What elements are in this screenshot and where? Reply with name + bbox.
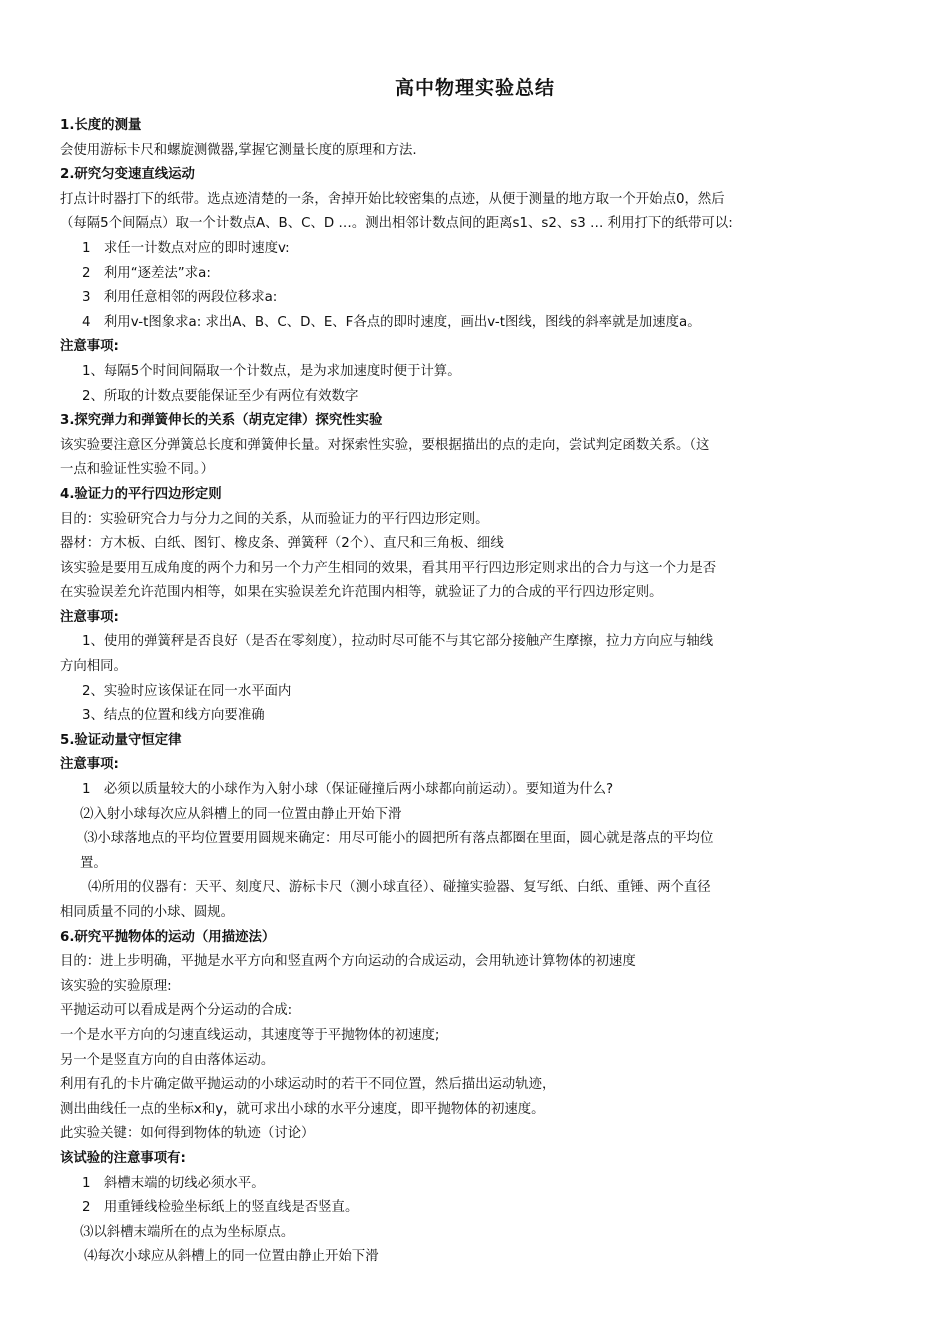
section-3-heading: 3.探究弹力和弹簧伸长的关系（胡克定律）探究性实验: [60, 413, 383, 429]
section-2-item: 4 利用v-t图象求a: 求出A、B、C、D、E、F各点的即时速度，画出v-t图线，图线的斜率就是加速度a。: [82, 314, 701, 330]
section-4-note-continuation: 方向相同。: [60, 659, 127, 675]
section-2-note: 2、所取的计数点要能保证至少有两位有效数字: [82, 388, 359, 404]
section-2-item: 1 求任一计数点对应的即时速度v:: [82, 240, 290, 256]
section-4-note: 3、结点的位置和线方向要准确: [82, 708, 265, 724]
section-1-text: 会使用游标卡尺和螺旋测微器,掌握它测量长度的原理和方法.: [60, 142, 417, 158]
section-6-note: ⑶以斜槽末端所在的点为坐标原点。: [80, 1224, 295, 1240]
section-2-heading: 2.研究匀变速直线运动: [60, 167, 195, 183]
section-5-note: ⑶小球落地点的平均位置要用圆规来确定：用尽可能小的圆把所有落点都圈在里面，圆心就是落点的平均位: [84, 831, 714, 847]
section-6-text-line: 平抛运动可以看成是两个分运动的合成:: [60, 1003, 293, 1019]
section-6-heading: 6.研究平抛物体的运动（用描迹法）: [60, 929, 276, 945]
section-6-text-line: 利用有孔的卡片确定做平抛运动的小球运动时的若干不同位置，然后描出运动轨迹，: [60, 1077, 556, 1093]
section-5-note-continuation: 相同质量不同的小球、圆规。: [60, 905, 235, 920]
section-2-notes-heading: 注意事项:: [60, 339, 119, 355]
section-2-paragraph-line: （每隔5个间隔点）取一个计数点A、B、C、D …。测出相邻计数点间的距离s1、s2、s3 … 利用打下的纸带可以:: [60, 216, 733, 232]
section-6-text-line: 目的：进上步明确，平抛是水平方向和竖直两个方向运动的合成运动，会用轨迹计算物体的初速度: [60, 954, 636, 970]
section-1-heading: 1.长度的测量: [60, 118, 142, 133]
section-6-text-line: 此实验关键：如何得到物体的轨迹（讨论）: [60, 1126, 315, 1142]
section-6-text-line: 一个是水平方向的匀速直线运动，其速度等于平抛物体的初速度;: [60, 1027, 440, 1043]
section-5-note: ⑵入射小球每次应从斜槽上的同一位置由静止开始下滑: [80, 806, 402, 822]
section-5-note: 1 必须以质量较大的小球作为入射小球（保证碰撞后两小球都向前运动）。要知道为什么?: [82, 782, 614, 798]
section-2-item: 2 利用“逐差法”求a:: [82, 265, 211, 281]
section-2-note: 1、每隔5个时间间隔取一个计数点，是为求加速度时便于计算。: [82, 363, 461, 379]
section-4-heading: 4.验证力的平行四边形定则: [60, 486, 222, 502]
section-5-heading: 5.验证动量守恒定律: [60, 732, 182, 748]
section-3-paragraph-line: 该实验要注意区分弹簧总长度和弹簧伸长量。对探索性实验，要根据描出的点的走向，尝试判定函数关系。（这: [60, 437, 710, 453]
section-2-paragraph-line: 打点计时器打下的纸带。选点迹清楚的一条，舍掉开始比较密集的点迹，从便于测量的地方取一个开始点0，然后: [60, 191, 725, 207]
section-4-notes-heading: 注意事项:: [60, 609, 119, 625]
section-5-notes-heading: 注意事项:: [60, 757, 119, 773]
section-6-text-line: 测出曲线任一点的坐标x和y，就可求出小球的水平分速度，即平抛物体的初速度。: [60, 1101, 545, 1117]
section-4-paragraph-line: 该实验是要用互成角度的两个力和另一个力产生相同的效果，看其用平行四边形定则求出的合力与这一个力是否: [60, 560, 717, 576]
section-4-equipment: 器材：方木板、白纸、图钉、橡皮条、弹簧秤（2个）、直尺和三角板、细线: [60, 536, 504, 552]
page-title: 高中物理实验总结: [394, 77, 555, 99]
section-6-text-line: 另一个是竖直方向的自由落体运动。: [60, 1052, 275, 1068]
section-3-paragraph-line: 一点和验证性实验不同。）: [60, 462, 214, 478]
section-4-note: 2、实验时应该保证在同一水平面内: [82, 683, 292, 699]
section-6-notes-heading: 该试验的注意事项有:: [60, 1150, 186, 1166]
section-6-note: ⑷每次小球应从斜槽上的同一位置由静止开始下滑: [84, 1249, 379, 1265]
document-body: [60, 114, 884, 1270]
section-5-note-continuation: 置。: [80, 855, 107, 871]
section-5-note: ⑷所用的仪器有：天平、刻度尺、游标卡尺（测小球直径）、碰撞实验器、复写纸、白纸、重锤、两个直径: [88, 880, 711, 896]
section-4-note: 1、使用的弹簧秤是否良好（是否在零刻度），拉动时尽可能不与其它部分接触产生摩擦，拉力方向应与轴线: [82, 634, 714, 650]
section-2-item: 3 利用任意相邻的两段位移求a:: [82, 290, 278, 306]
section-4-purpose: 目的：实验研究合力与分力之间的关系，从而验证力的平行四边形定则。: [60, 511, 489, 527]
section-6-note: 1 斜槽末端的切线必须水平。: [82, 1175, 265, 1191]
section-4-paragraph-line: 在实验误差允许范围内相等，如果在实验误差允许范围内相等，就验证了力的合成的平行四边形定则。: [60, 585, 663, 601]
section-6-note: 2 用重锤线检验坐标纸上的竖直线是否竖直。: [82, 1200, 359, 1216]
section-6-text-line: 该实验的实验原理:: [60, 978, 172, 994]
